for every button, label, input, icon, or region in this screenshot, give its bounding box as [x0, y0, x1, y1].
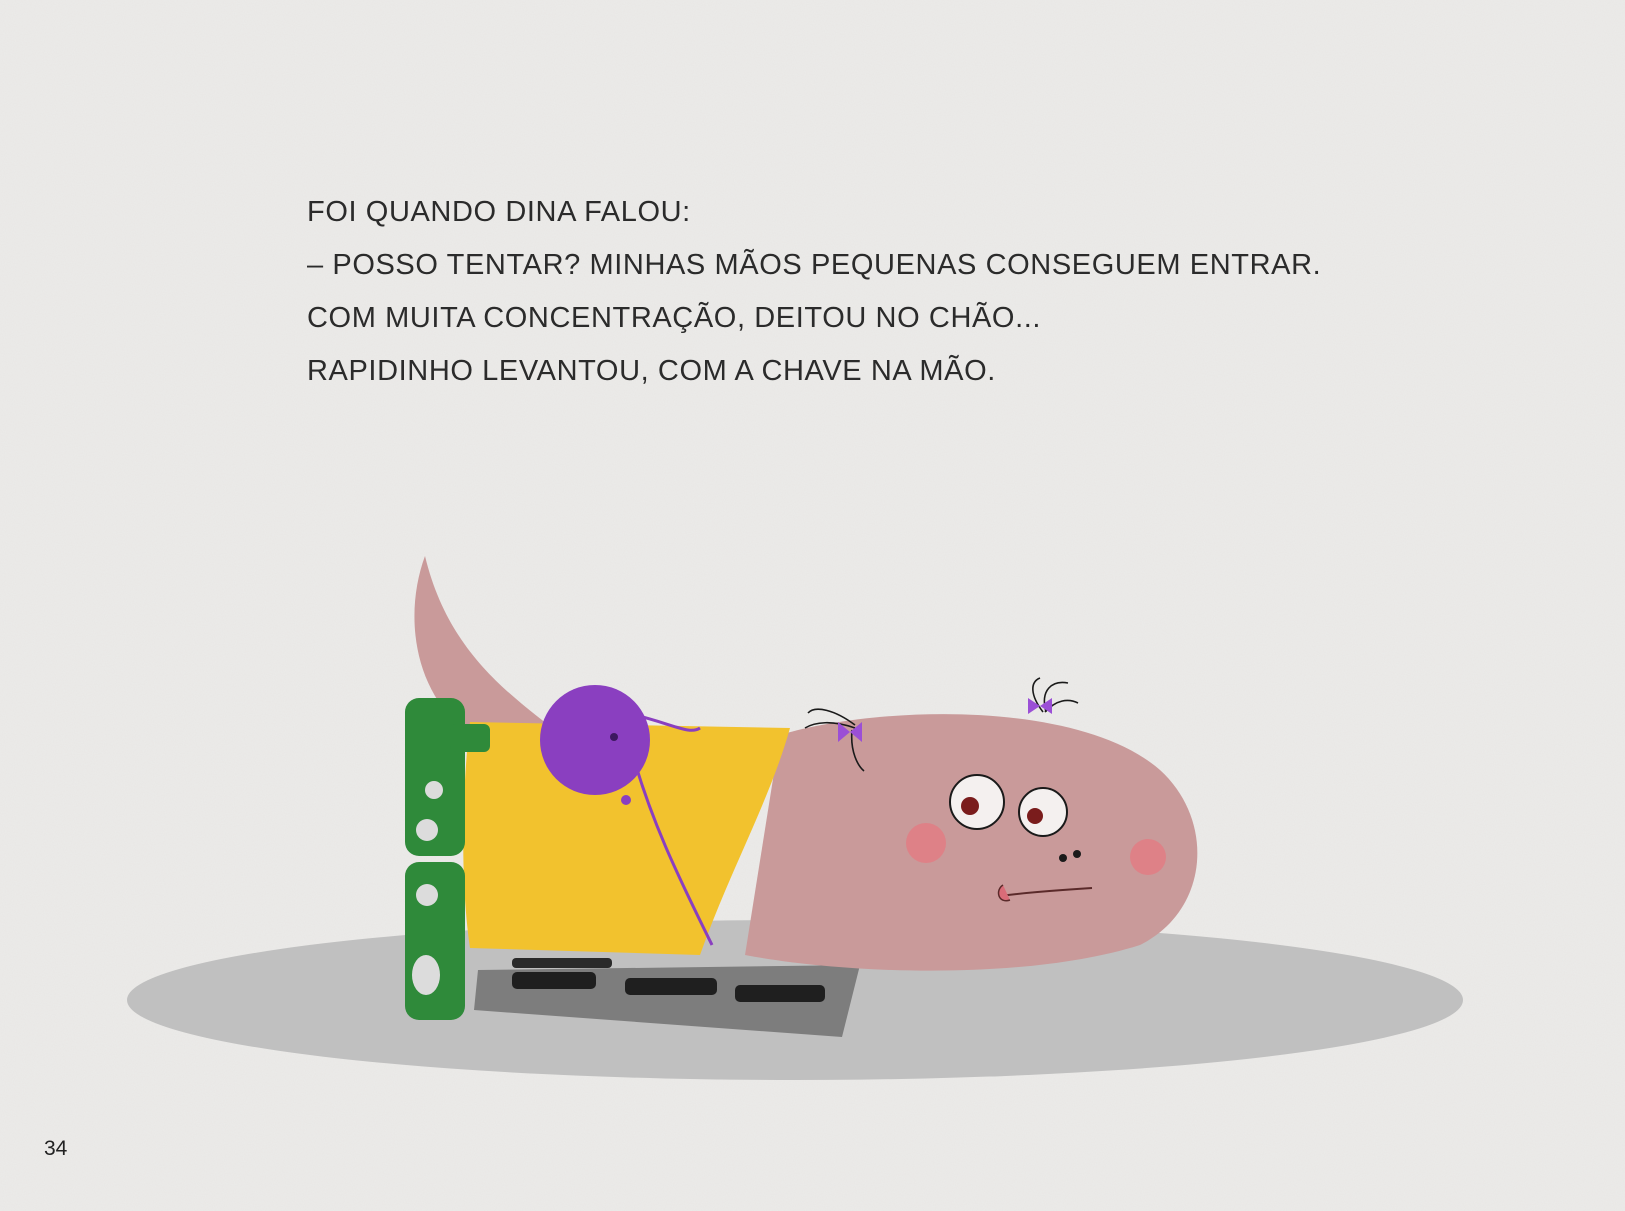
story-line-3: COM MUITA CONCENTRAÇÃO, DEITOU NO CHÃO...: [307, 302, 1042, 334]
page-number: 34: [44, 1137, 68, 1160]
story-line-4: RAPIDINHO LEVANTOU, COM A CHAVE NA MÃO.: [307, 355, 996, 387]
story-line-1: FOI QUANDO DINA FALOU:: [307, 196, 691, 228]
hair-bow-right: [1028, 698, 1052, 714]
story-line-2: – POSSO TENTAR? MINHAS MÃOS PEQUENAS CONSEGUEM ENTRAR.: [307, 249, 1322, 281]
dina-head: [745, 714, 1197, 971]
